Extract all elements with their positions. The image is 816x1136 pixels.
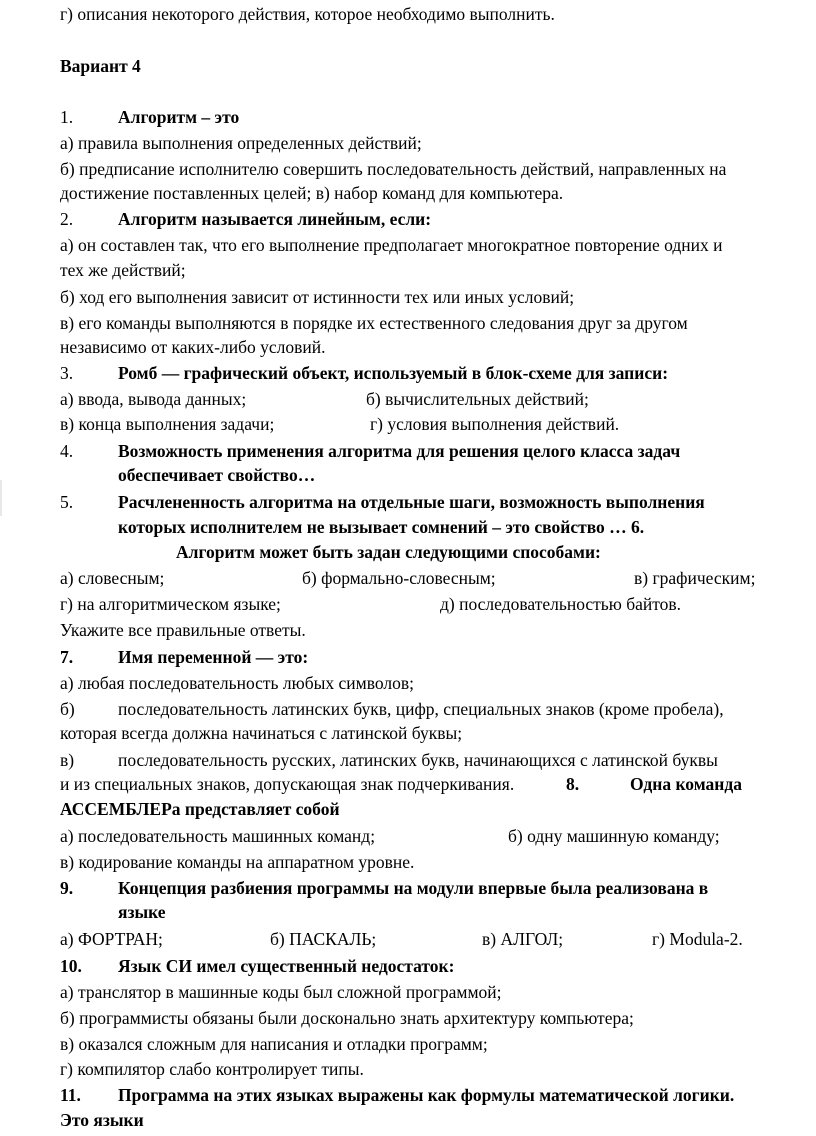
q8-number: 8. [566,774,580,794]
q6-option-d: г) на алгоритмическом языке; [60,594,281,614]
q2-number: 2. [60,209,74,229]
q7-option-b-line1: последовательность латинских букв, цифр, специальных знаков (кроме пробела), [118,699,724,719]
q10-option-d: г) компилятор слабо контролирует типы. [60,1059,364,1079]
q5-number: 5. [60,492,74,512]
q9-text-line2: языке [118,902,166,922]
q6-option-b: б) формально-словесным; [302,568,496,588]
q4-number: 4. [60,441,74,461]
q5-text-line2: которых исполнителем не вызывает сомнений – это свойство … 6. [118,517,645,537]
q9-option-a: а) ФОРТРАН; [60,929,163,949]
q7-option-c-line2: и из специальных знаков, допускающая знак подчеркивания. [60,774,515,794]
q2-option-c-line2: независимо от каких-либо условий. [60,337,326,357]
q3-option-a: а) ввода, вывода данных; [60,389,247,409]
q7-text: Имя переменной — это: [118,647,309,667]
q8-option-c: в) кодирование команды на аппаратном уровне. [60,852,415,872]
q3-option-d: г) условия выполнения действий. [370,414,620,434]
q2-option-c-line1: в) его команды выполняются в порядке их естественного следования друг за другом [60,313,688,333]
q1-option-b-line2: достижение поставленных целей; в) набор команд для компьютера. [60,183,564,203]
q1-option-a: а) правила выполнения определенных действий; [60,133,422,153]
q3-option-c: в) конца выполнения задачи; [60,414,275,434]
q7-option-a: а) любая последовательность любых символов; [60,673,414,693]
q2-option-a-line2: тех же действий; [60,260,186,280]
q7-option-b-marker: б) [60,699,75,719]
q2-option-b: б) ход его выполнения зависит от истинности тех или иных условий; [60,287,575,307]
q6-option-e: д) последовательностью байтов. [440,594,682,614]
q8-text-line1: Одна команда [630,774,742,794]
q6-option-a: а) словесным; [60,568,165,588]
q1-text: Алгоритм – это [118,107,240,127]
q11-text-line2: Это языки [60,1110,144,1130]
q9-option-b: б) ПАСКАЛЬ; [270,929,377,949]
q7-number: 7. [60,647,74,667]
q7-option-b-line2: которая всегда должна начинаться с латинской буквы; [60,723,463,743]
q4-text-line2: обеспечивает свойство… [118,465,316,485]
q1-option-b-line1: б) предписание исполнителю совершить последовательность действий, направленных на [60,159,727,179]
q6-note: Укажите все правильные ответы. [60,620,306,640]
q10-option-b: б) программисты обязаны были досконально знать архитектуру компьютера; [60,1008,634,1028]
q8-option-a: а) последовательность машинных команд; [60,826,376,846]
q3-text: Ромб — графический объект, используемый в блок-схеме для записи: [118,363,669,383]
q8-option-b: б) одну машинную команду; [508,826,720,846]
q9-option-c: в) АЛГОЛ; [482,929,564,949]
q6-text: Алгоритм может быть задан следующими способами: [176,542,601,562]
q9-option-d: г) Modula-2. [652,929,743,949]
page-edge-mark [0,480,2,516]
q3-option-b: б) вычислительных действий; [366,389,589,409]
q9-text-line1: Концепция разбиения программы на модули впервые была реализована в [118,878,709,898]
q11-number: 11. [60,1085,81,1105]
q10-text: Язык СИ имел существенный недостаток: [118,956,455,976]
q8-text-line2: АССЕМБЛЕРа представляет собой [60,799,340,819]
variant-heading: Вариант 4 [60,56,141,76]
q2-text: Алгоритм называется линейным, если: [118,209,432,229]
q10-option-c: в) оказался сложным для написания и отладки программ; [60,1034,488,1054]
q5-text-line1: Расчлененность алгоритма на отдельные шаги, возможность выполнения [118,492,705,512]
q10-option-a: а) транслятор в машинные коды был сложной программой; [60,982,502,1002]
q7-option-c-line1: последовательность русских, латинских букв, начинающихся с латинской буквы [118,750,718,770]
q4-text-line1: Возможность применения алгоритма для решения целого класса задач [118,441,681,461]
q9-number: 9. [60,878,74,898]
q10-number: 10. [60,956,82,976]
prev-option-d: г) описания некоторого действия, которое необходимо выполнить. [60,4,555,24]
q6-option-c: в) графическим; [634,568,756,588]
q11-text-line1: Программа на этих языках выражены как формулы математической логики. [118,1085,735,1105]
q2-option-a-line1: а) он составлен так, что его выполнение предполагает многократное повторение одних и [60,235,723,255]
q7-option-c-marker: в) [60,750,75,770]
q1-number: 1. [60,107,74,127]
q3-number: 3. [60,363,74,383]
